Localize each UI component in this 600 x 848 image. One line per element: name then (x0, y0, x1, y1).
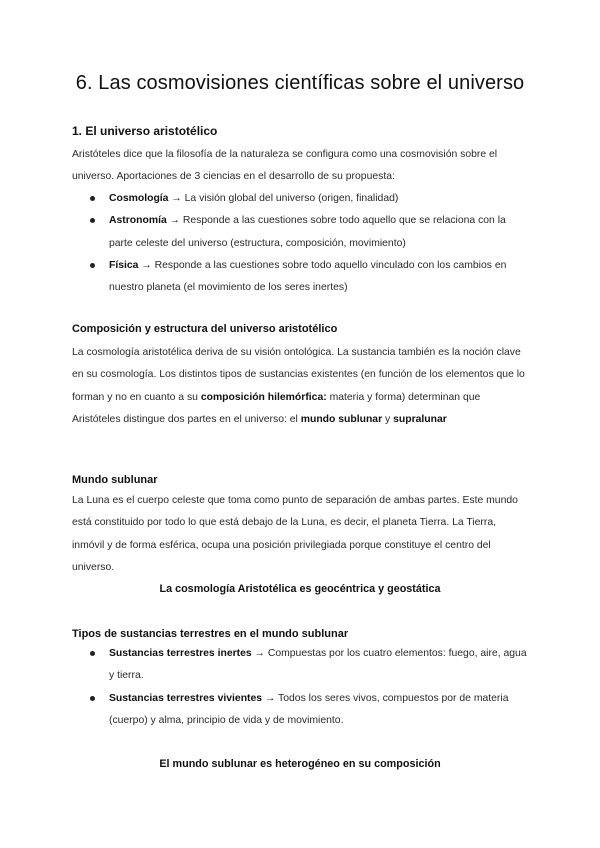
list-item-inertes (72, 643, 528, 688)
definition: → Responde a las cuestiones sobre todo aquello que se relaciona con la parte celeste del universo (estructura, composición, movimiento) (109, 215, 506, 249)
text-part: La cosmología aristotélica deriva de su visión ontológica. La sustancia también es la noción clave en su cosmología. Los distintos tipos de sustancias existentes (en función de los elementos que lo forman y no en cuanto a su (72, 347, 525, 403)
section-heading-tipos-sustancias: Tipos de sustancias terrestres en el mundo sublunar (72, 628, 349, 640)
bullet-icon (90, 696, 95, 701)
substances-list (72, 643, 528, 732)
section-heading-mundo-sublunar: Mundo sublunar (72, 474, 158, 486)
term: Física (109, 259, 139, 271)
term: Sustancias terrestres vivientes (109, 692, 263, 704)
definition: → La visión global del universo (origen, finalidad) (168, 193, 399, 204)
definition: → Todos los seres vivos, compuestos por de materia (cuerpo) y alma, principio de vida y de movimiento. (109, 692, 509, 726)
bold-term: composición hilemórfica: (200, 391, 327, 403)
bold-term: mundo sublunar (300, 413, 383, 425)
list-item-fisica (72, 255, 528, 300)
bold-term: supralunar (393, 413, 447, 425)
term: Cosmología (109, 193, 169, 204)
intro-paragraph: Aristóteles dice que la filosofía de la naturaleza se configura como una cosmovisión sobre el universo. Aportaciones de 3 ciencias en el desarrollo de su propuesta: (72, 149, 498, 183)
term: Astronomía (109, 215, 167, 227)
bullet-icon (90, 651, 95, 656)
sublunar-paragraph: La Luna es el cuerpo celeste que toma como punto de separación de ambas partes. Este mundo está constituido por todo lo que está debajo de la Luna, es decir, el planeta Tierra. La Tierra, inmóvil y de forma esférica, ocupa una posición privilegiada porque constituye el centro del universo. (72, 495, 518, 573)
list-item-cosmologia (72, 188, 528, 210)
term: Sustancias terrestres inertes (109, 648, 252, 659)
composition-paragraph (72, 342, 528, 431)
definition: → Responde a las cuestiones sobre todo aquello vinculado con los cambios en nuestro planeta (el movimiento de los seres inertes) (109, 259, 507, 294)
bullet-icon (90, 263, 95, 268)
section-heading-universo-aristotelico: 1. El universo aristotélico (72, 124, 218, 138)
page-title: 6. Las cosmovisiones científicas sobre el universo (75, 72, 525, 94)
bullet-icon (90, 218, 95, 223)
emphasis-heterogeneous: El mundo sublunar es heterogéneo en su composición (159, 758, 441, 770)
list-item-astronomia (72, 210, 528, 255)
definition: → Compuestas por los cuatro elementos: fuego, aire, agua y tierra. (109, 648, 527, 682)
sciences-list (72, 188, 528, 299)
list-item-vivientes (72, 688, 528, 733)
emphasis-geocentric: La cosmología Aristotélica es geocéntrica y geostática (159, 583, 441, 595)
text-part: y (382, 413, 394, 425)
bullet-icon (90, 196, 95, 201)
text-part: materia y forma) determinan que Aristóteles distingue dos partes en el universo: el (72, 391, 481, 425)
section-heading-composicion: Composición y estructura del universo aristotélico (72, 323, 338, 335)
